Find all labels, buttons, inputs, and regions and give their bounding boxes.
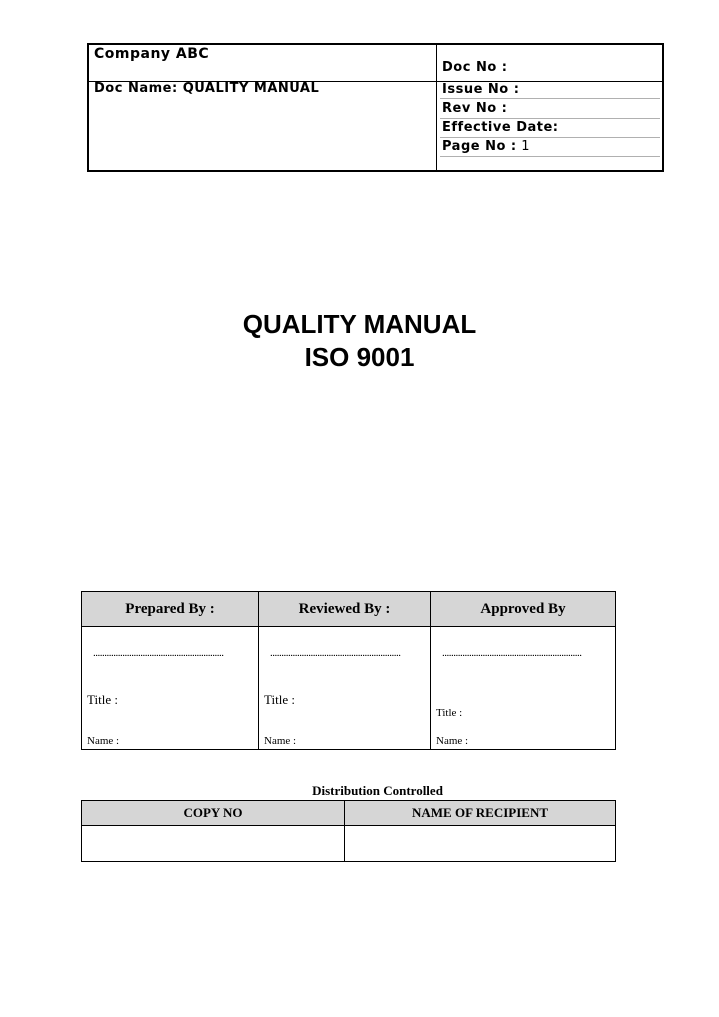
field-underline bbox=[440, 156, 660, 157]
approved-by-name-label: Name : bbox=[436, 735, 469, 747]
header-column-divider bbox=[436, 45, 437, 170]
page-no-value: 1 bbox=[516, 139, 531, 154]
field-underline bbox=[440, 137, 660, 138]
prepared-by-title-label: Title : bbox=[87, 692, 118, 707]
approved-by-signature-line[interactable]: .............................................................. bbox=[442, 647, 582, 659]
field-underline bbox=[440, 118, 660, 119]
prepared-by-signature-line[interactable]: .......................................................... bbox=[93, 647, 224, 659]
document-title: QUALITY MANUAL bbox=[242, 309, 477, 339]
distribution-table bbox=[81, 800, 616, 862]
field-underline bbox=[440, 98, 660, 99]
rev-no-label: Rev No : bbox=[442, 101, 508, 116]
approved-by-header: Approved By bbox=[480, 601, 566, 617]
reviewed-by-signature-line[interactable]: .......................................................... bbox=[270, 647, 401, 659]
approval-signature-table bbox=[81, 591, 616, 750]
page-no-label: Page No : bbox=[442, 139, 517, 154]
copy-no-cell[interactable] bbox=[82, 826, 344, 861]
recipient-name-cell[interactable] bbox=[345, 826, 615, 861]
effective-date-label: Effective Date: bbox=[442, 120, 559, 135]
prepared-by-name-label: Name : bbox=[87, 735, 120, 747]
doc-no-label: Doc No : bbox=[442, 60, 508, 75]
company-name: Company ABC bbox=[94, 46, 210, 62]
document-subtitle: ISO 9001 bbox=[304, 342, 415, 372]
copy-no-header: COPY NO bbox=[183, 805, 243, 820]
reviewed-by-name-label: Name : bbox=[264, 735, 297, 747]
reviewed-by-header: Reviewed By : bbox=[298, 601, 391, 617]
approved-by-title-label: Title : bbox=[436, 707, 463, 719]
reviewed-by-title-label: Title : bbox=[264, 692, 295, 707]
issue-no-label: Issue No : bbox=[442, 82, 520, 97]
prepared-by-header: Prepared By : bbox=[125, 601, 215, 617]
document-header-box bbox=[87, 43, 664, 172]
distribution-caption: Distribution Controlled bbox=[312, 783, 443, 798]
page-no-field bbox=[442, 139, 530, 154]
doc-name: Doc Name: QUALITY MANUAL bbox=[94, 81, 320, 96]
recipient-name-header: NAME OF RECIPIENT bbox=[411, 805, 549, 820]
